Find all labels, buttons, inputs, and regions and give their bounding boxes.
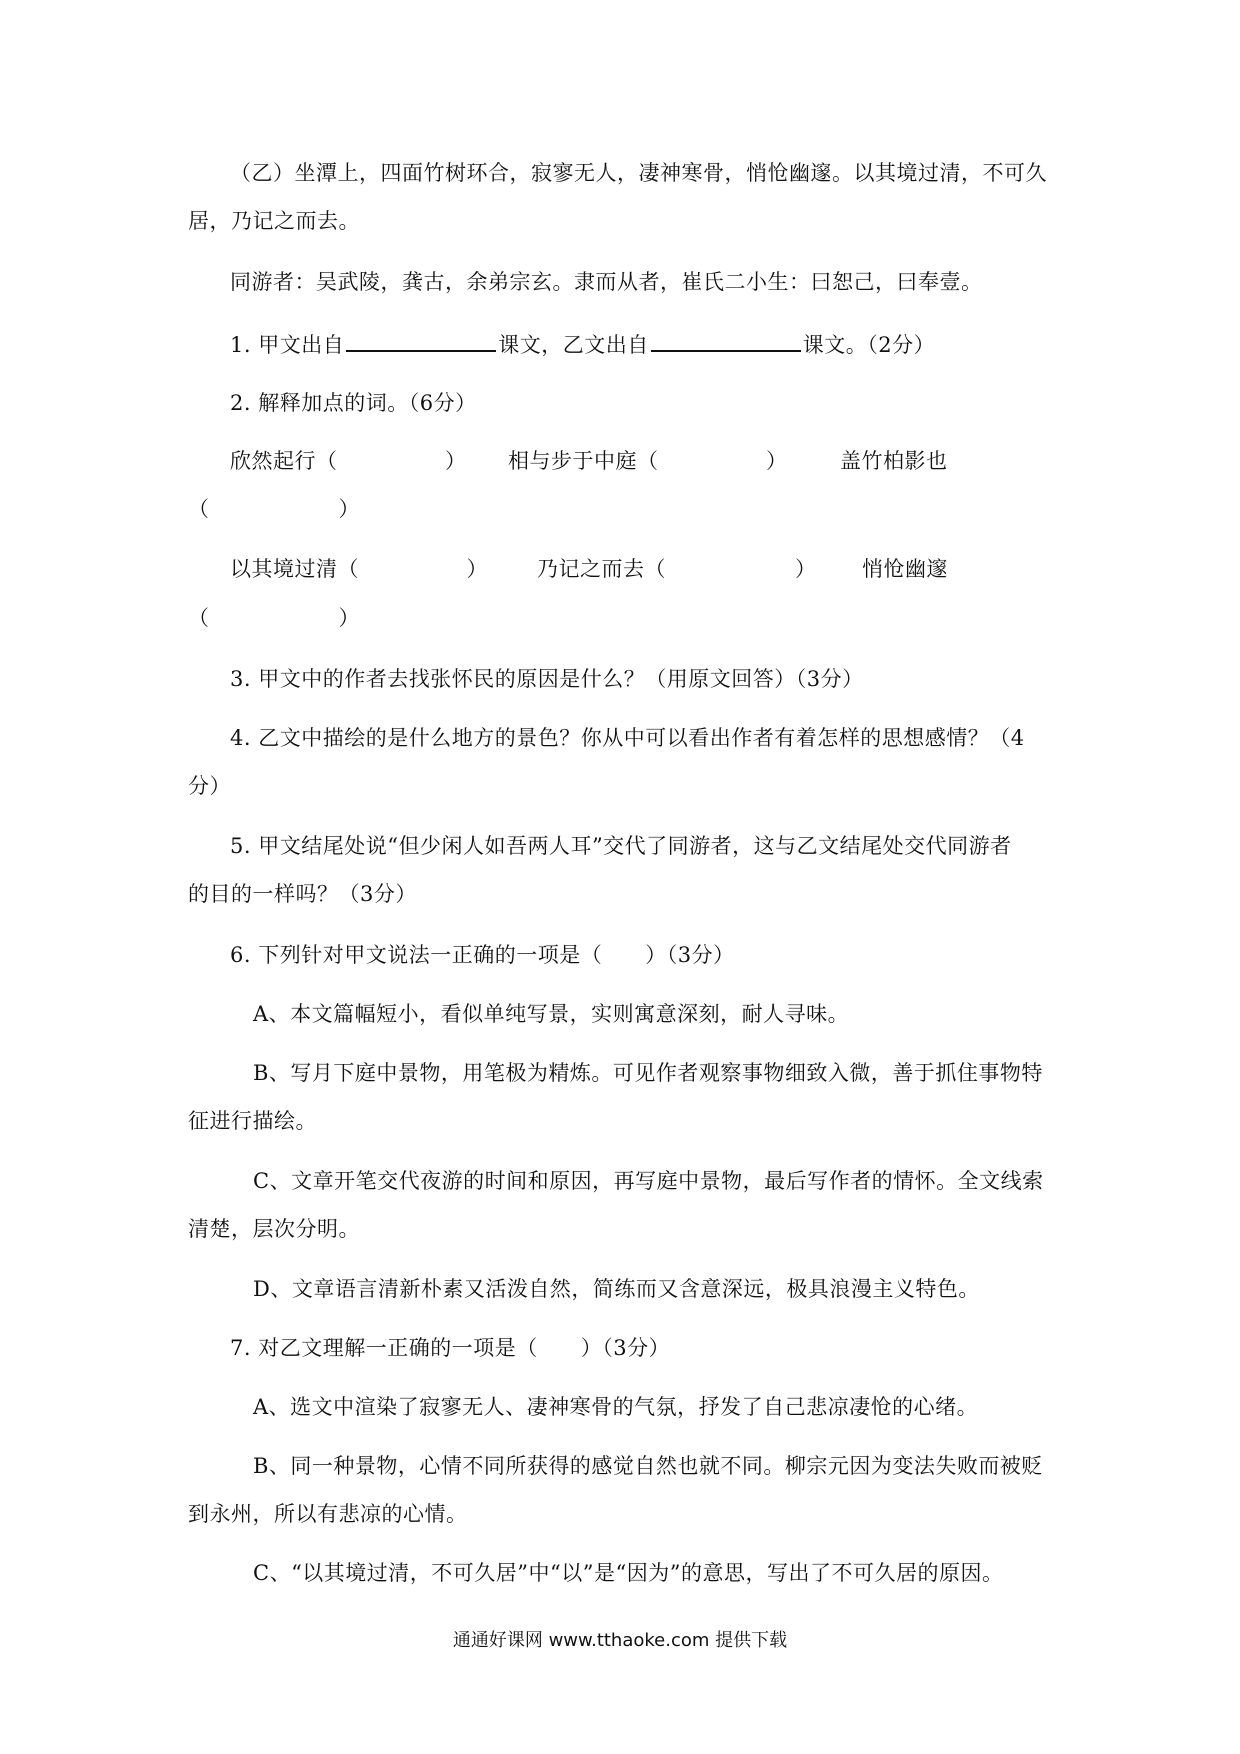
passage-line-1: （乙）坐潭上，四面竹树环合，寂寥无人，凄神寒骨，悄怆幽邃。以其境过清，不可久	[230, 161, 1047, 185]
question-1-part-a: 1. 甲文出自	[230, 333, 345, 357]
question-6-option-b-line-2: 征进行描绘。	[188, 1109, 317, 1133]
passage-line-3: 同游者：吴武陵，龚古，余弟宗玄。隶而从者，崔氏二小生：曰恕己，曰奉壹。	[230, 270, 983, 294]
question-3: 3. 甲文中的作者去找张怀民的原因是什么？（用原文回答）（3分）	[230, 667, 864, 691]
q2-item-3: 盖竹柏影也	[840, 449, 948, 473]
question-7-option-b-line-2: 到永州，所以有悲凉的心情。	[188, 1502, 468, 1526]
question-6-option-c-line-1: C、文章开笔交代夜游的时间和原因，再写庭中景物，最后写作者的情怀。全文线索	[253, 1169, 1044, 1193]
question-5-line-1: 5. 甲文结尾处说“但少闲人如吾两人耳”交代了同游者，这与乙文结尾处交代同游者	[230, 834, 1012, 858]
question-6-option-c-line-2: 清楚，层次分明。	[188, 1217, 360, 1241]
question-7-option-a: A、选文中渲染了寂寥无人、凄神寒骨的气氛，抒发了自己悲凉凄怆的心绪。	[253, 1395, 979, 1419]
question-6-option-d: D、文章语言清新朴素又活泼自然，简练而又含意深远，极具浪漫主义特色。	[253, 1277, 980, 1301]
q2-item-2: 相与步于中庭（ ）	[508, 449, 788, 473]
question-5-line-2: 的目的一样吗？（3分）	[188, 882, 417, 906]
question-4-line-1: 4. 乙文中描绘的是什么地方的景色？你从中可以看出作者有着怎样的思想感情？（4	[230, 726, 1025, 750]
question-4-line-2: 分）	[188, 774, 231, 798]
passage-line-2: 居，乃记之而去。	[188, 209, 360, 233]
footer-text: 通通好课网 www.tthaoke.com 提供下载	[452, 1630, 788, 1651]
question-7-title: 7. 对乙文理解一正确的一项是（ ）（3分）	[230, 1336, 671, 1360]
q2-item-6: 悄怆幽邃	[862, 557, 948, 581]
answer-blank-1[interactable]	[346, 328, 496, 352]
question-6-option-a: A、本文篇幅短小，看似单纯写景，实则寓意深刻，耐人寻味。	[253, 1002, 850, 1026]
question-2-title: 2. 解释加点的词。（6分）	[230, 391, 477, 415]
question-6-option-b-line-1: B、写月下庭中景物，用笔极为精炼。可见作者观察事物细致入微，善于抓住事物特	[253, 1061, 1043, 1085]
q2-item-4: 以其境过清（ ）	[230, 557, 488, 581]
question-1-part-b: 课文，乙文出自	[498, 333, 649, 357]
question-7-option-b-line-1: B、同一种景物，心情不同所获得的感觉自然也就不同。柳宗元因为变法失败而被贬	[253, 1454, 1043, 1478]
q2-item-6-answer: （ ）	[188, 606, 360, 630]
q2-item-5: 乃记之而去（ ）	[537, 557, 817, 581]
question-6-title: 6. 下列针对甲文说法一正确的一项是（ ）（3分）	[230, 943, 735, 967]
question-1	[230, 328, 935, 360]
question-7-option-c: C、“以其境过清，不可久居”中“以”是“因为”的意思，写出了不可久居的原因。	[253, 1561, 1004, 1585]
question-1-part-c: 课文。（2分）	[802, 333, 936, 357]
q2-item-1: 欣然起行（ ）	[230, 449, 467, 473]
answer-blank-2[interactable]	[651, 328, 801, 352]
q2-item-3-answer: （ ）	[188, 497, 360, 521]
